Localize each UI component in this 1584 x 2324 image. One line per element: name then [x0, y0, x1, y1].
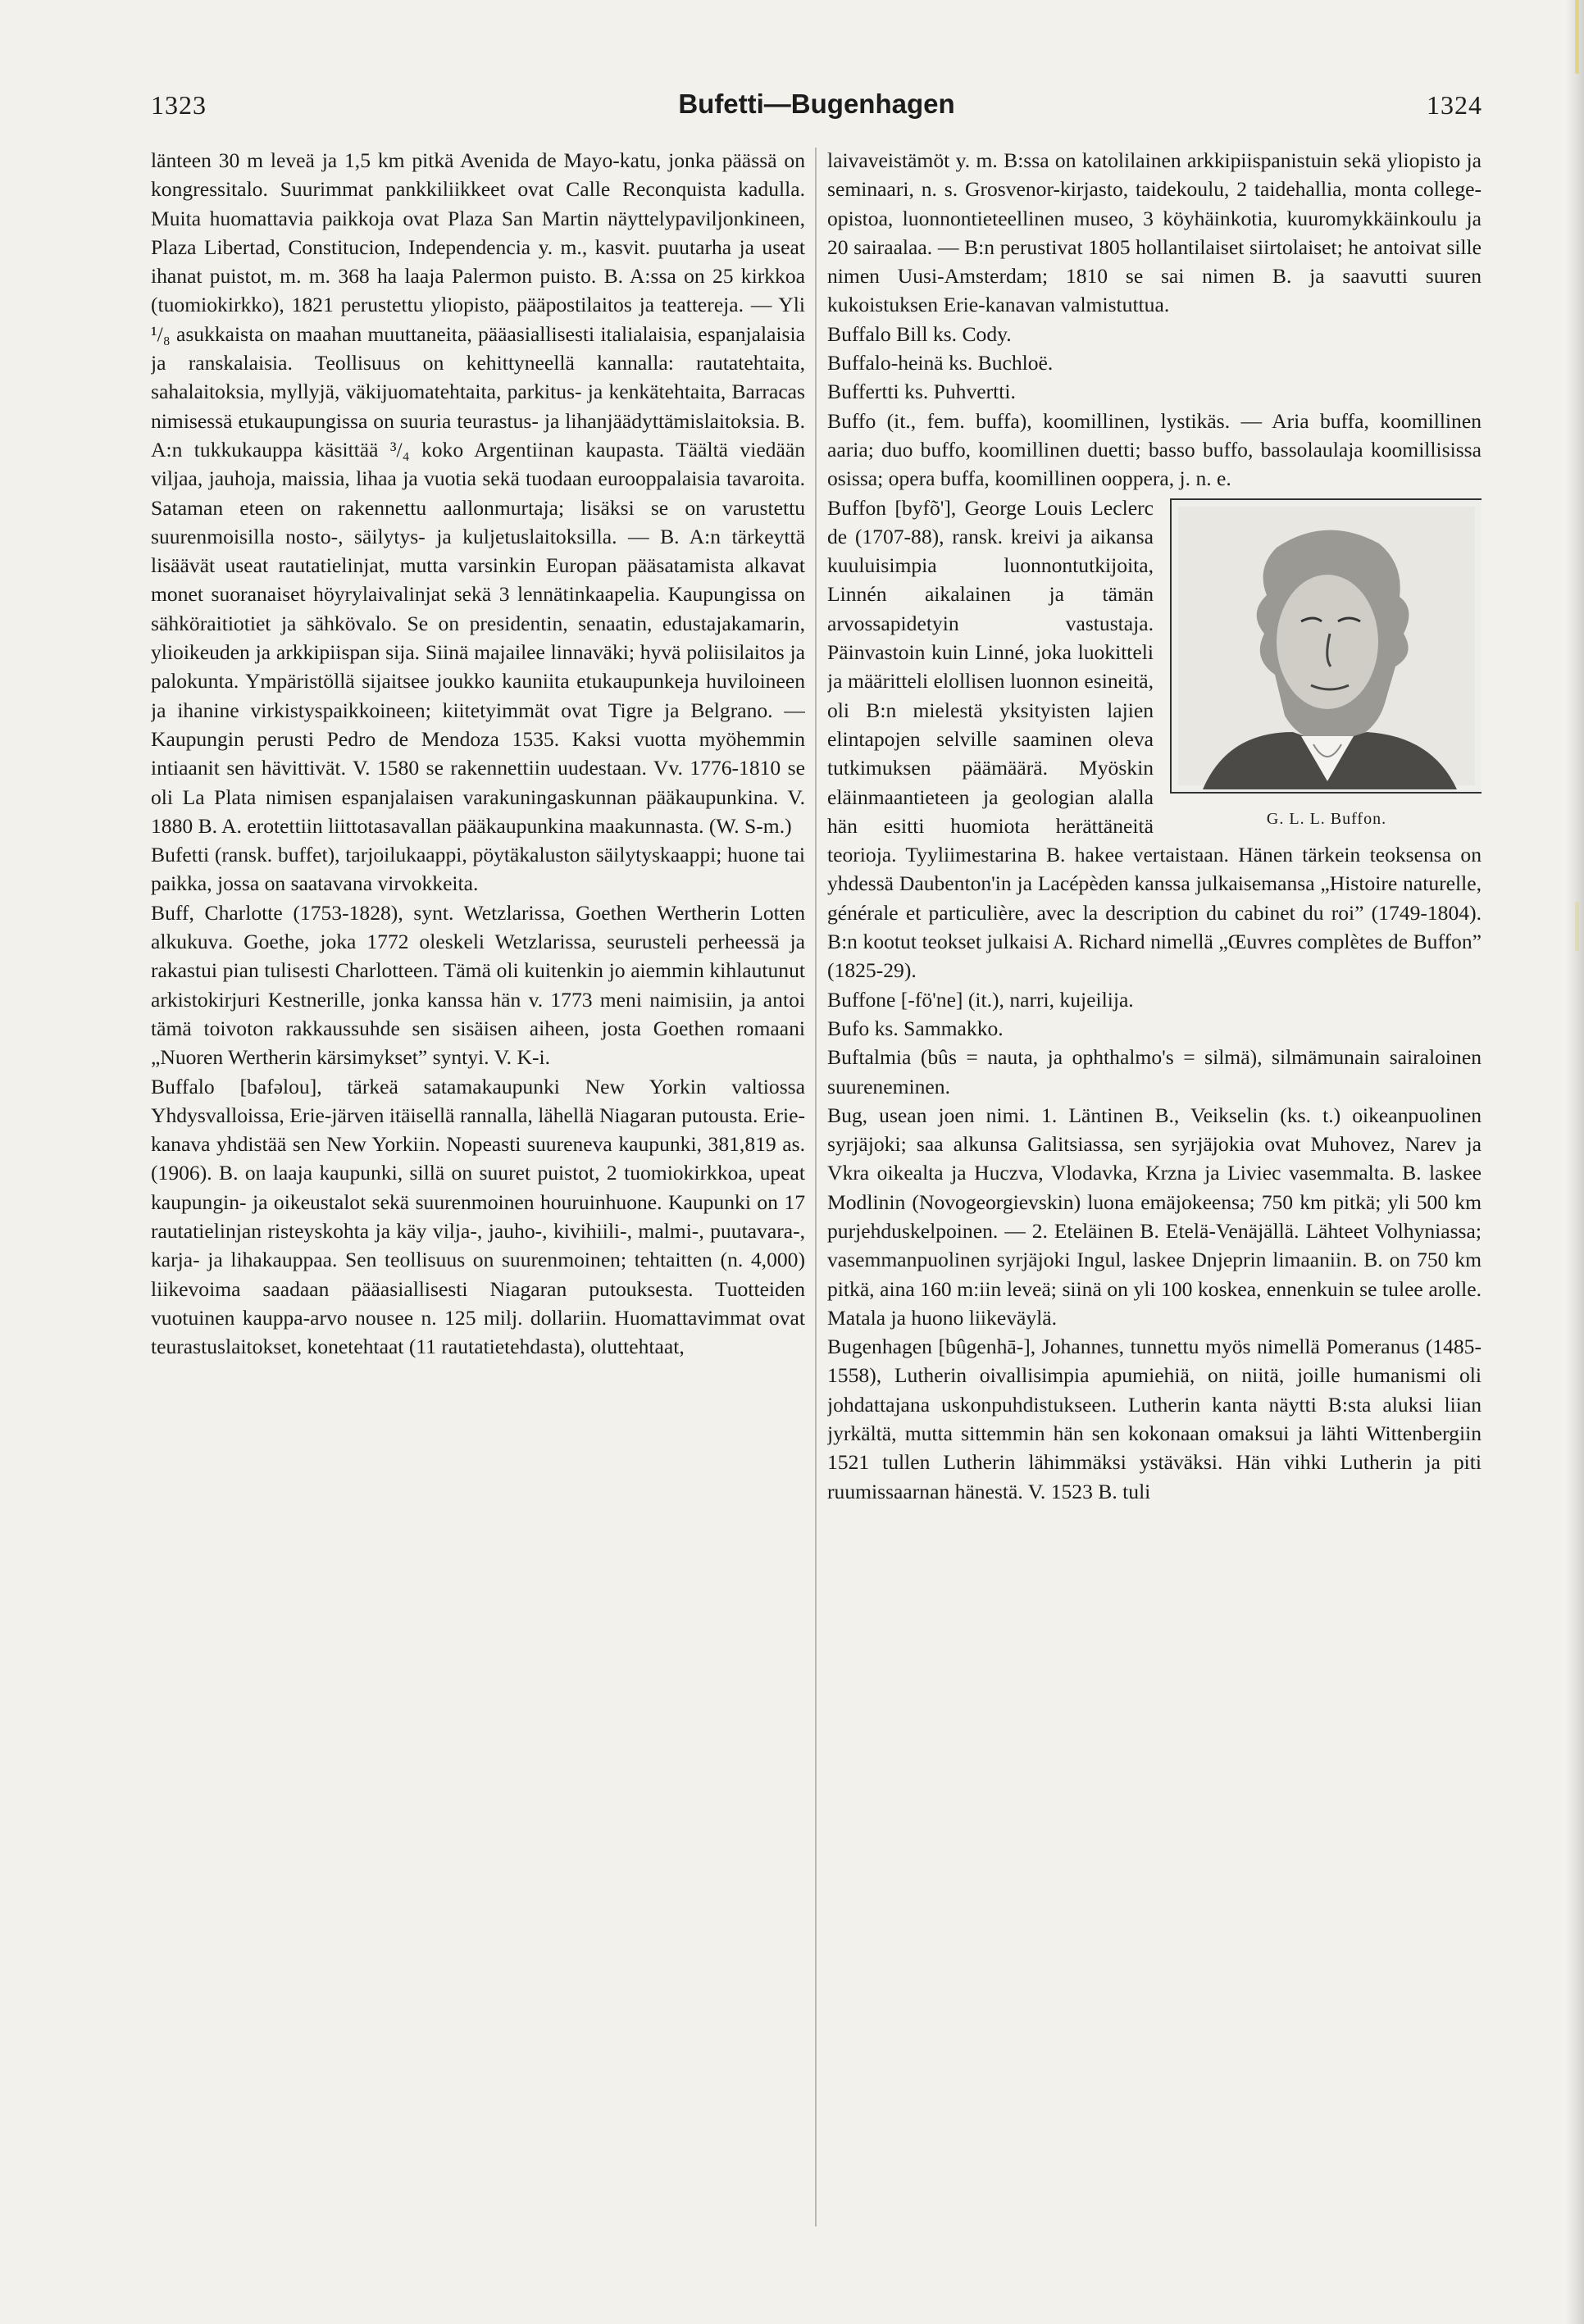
- right-column: [827, 146, 1482, 2244]
- entry-buftalmia: Buftalmia (bûs = nauta, ja ophthalmo's = silmä), silmämunain sairaloinen suureneminen.: [827, 1045, 1482, 1098]
- left-column: [151, 146, 805, 2244]
- entry-bufo: Bufo ks. Sammakko.: [827, 1016, 1004, 1040]
- entry-bufetti: Bufetti (ransk. buffet), tarjoilukaappi, pöytäkaluston säilytyskaappi; huone tai paikka, jossa on saatavana virvokkeita.: [151, 843, 805, 896]
- running-title: Bufetti—Bugenhagen: [678, 89, 955, 119]
- buenos-aires-continuation: länteen 30 m leveä ja 1,5 km pitkä Avenida de Mayo-katu, jonka päässä on kongressitalo. Suurimmat pankkiliikkeet ovat Calle Reconquista kadulla. Muita huomattavia paikkoja ovat Plaza San Martin näyttelypaviljonkineen, Plaza Libertad, Constitucion, Independencia y. m., kasvit. puutarha ja useat ihanat puistot, m. m. 368 ha laaja Palermon puisto. B. A:ssa on 25 kirkkoa (tuomiokirkko), 1821 perustettu yliopisto, pääpostilaitos ja teattereja. — Yli ¹/₈ asukkaista on maahan muuttaneita, pääasiallisesti italialaisia, espanjalaisia ja ranskalaisia. Teollisuus on kehittyneellä kannalla: rautatehtaita, sahalaitoksia, myllyjä, väkijuomatehtaita, parkitus- ja kenkätehtaita, Barracas nimisessä etukaupungissa on suuria teurastus- ja lihanjäädyttämislaitoksia. B. A:n tukkukauppa käsittää ³/₄ koko Argentiinan kaupasta. Täältä viedään viljaa, jauhoja, maissia, lihaa ja vuotia sekä tuodaan eurooppalaisia tavaroita. Sataman eteen on rakennettu aallonmurtaja; lisäksi se on varustettu suurenmoisilla nosto-, säilytys- ja kuljetuslaitoksilla. — B. A:n tärkeyttä lisäävät useat rautatielinjat, mutta varsinkin Europan pääsatamista alkavat monet suoranaiset höyrylaivalinjat sekä 3 lennätinkaapelia. Kaupungissa on sähköraitiotiet ja sähkövalo. Se on presidentin, senaatin, edustajakamarin, ylioikeuden ja arkkipiispan sija. Siinä majailee linnaväki; hyvä poliisilaitos ja palokunta. Ympäristöllä sijaitsee joukko kauniita etukaupunkeja huviloineen ja ihanine virkistyspaikkoineen; kiitetyimmät ovat Tigre ja Belgrano. — Kaupungin perusti Pedro de Mendoza 1535. Kaksi vuotta myöhemmin intiaanit sen hävittivät. V. 1580 se rakennettiin uudestaan. Vv. 1776-1810 se oli La Plata nimisen espanjalaisen varakuningaskunnan pääkaupunkina. V. 1880 B. A. erotettiin liittotasavallan pääkaupunkina maakunnasta. (W. S-m.): [151, 148, 805, 838]
- entry-buffone: Buffone [-fö'ne] (it.), narri, kujeilija.: [827, 987, 1134, 1012]
- entry-buffertti: Buffertti ks. Puhvertti.: [827, 380, 1016, 404]
- page-edge-shadow: [1566, 0, 1584, 2324]
- entry-buffalo-bill: Buffalo Bill ks. Cody.: [827, 321, 1012, 346]
- entry-bugenhagen: Bugenhagen [bûgenhā-], Johannes, tunnettu myös nimellä Pomeranus (1485-1558), Lutherin oivallisimpia apumiehiä, on niitä, joille humanismi oli johdattajana uskonpuhdistukseen. Lutherin kanta näytti B:sta aluksi liian jyrkältä, mutta sittemmin hän sen kokonaan omaksui ja lähti Wittenbergiin 1521 tullen Lutherin lähimmäksi ystäväksi. Hän vihki Lutherin ja piti ruumissaarnan hänestä. V. 1523 B. tuli: [827, 1335, 1482, 1503]
- entry-buffo: Buffo (it., fem. buffa), koomillinen, lystikäs. — Aria buffa, koomillinen aaria; duo buffo, koomillinen duetti; basso buffo, bassolaulaja koomillisissa osissa; opera buffa, koomillinen ooppera, j. n. e.: [827, 408, 1482, 491]
- entry-buff-charlotte: Buff, Charlotte (1753-1828), synt. Wetzlarissa, Goethen Wertherin Lotten alkukuva. Goethe, joka 1772 oleskeli Wetzlarissa, seurusteli perheessä ja rakastui pian tulisesti Charlotteen. Tämä oli kuitenkin jo aiemmin kihlautunut arkistokirjuri Kestnerille, jonka kanssa hän v. 1773 meni naimisiin, ja antoi tämä toivoton rakkaussuhde sen sisäisen aiheen, josta Goethen romaani „Nuoren Wertherin kärsimykset” syntyi. V. K-i.: [151, 900, 805, 1070]
- entry-buffon: Buffon [byfõ'], George Louis Leclerc de (1707-88), ransk. kreivi ja aikansa kuuluisimpia luonnontutkijoita, Linnén aikalainen ja tämän arvossapidetyin vastustaja. Päinvastoin kuin Linné, joka luokitteli ja määritteli elollisen luonnon esineitä, oli B:n mielestä yksityisten lajien elintapojen selville saaminen oleva tutkimuksen päämäärä. Myöskin eläinmaantieteen ja geologian alalla hän esitti huomiota herättäneitä teorioja. Tyyliimestarina B. hakee vertaistaan. Hänen tärkein teoksensa on yhdessä Daubenton'in ja Lacépèden kanssa julkaisemansa „Histoire naturelle, générale et particulière, avec la description du cabinet du roi” (1749-1804). B:n kootut teokset julkaisi A. Richard nimellä „Œuvres complètes de Buffon” (1825-29).: [827, 495, 1482, 983]
- buffalo-continuation: laivaveistämöt y. m. B:ssa on katolilainen arkkipiispanistuin sekä yliopisto ja seminaari, n. s. Grosvenor-kirjasto, taidekoulu, 2 taidehallia, monta college-opistoa, luonnontieteellinen museo, 3 köyhäinkotia, kuuromykkäinkoulu ja 20 sairaalaa. — B:n perustivat 1805 hollantilaiset siirtolaiset; he antoivat sille nimen Uusi-Amsterdam; 1810 se sai nimen B. ja saavutti suuren kukoistuksen Erie-kanavan valmistuttua.: [827, 148, 1482, 317]
- buffon-portrait-image: [1170, 498, 1482, 794]
- entry-buffalo-heina: Buffalo-heinä ks. Buchloë.: [827, 351, 1054, 375]
- page-edge-mark: [1575, 0, 1579, 74]
- buffon-portrait-figure: [1170, 498, 1482, 828]
- entry-buffalo: Buffalo [bafəlou], tärkeä satamakaupunki New Yorkin valtiossa Yhdysvalloissa, Erie-järven itäisellä rannalla, lähellä Niagaran putousta. Erie-kanava yhdistää sen New Yorkiin. Nopeasti suureneva kaupunki, 381,819 as. (1906). B. on laaja kaupunki, sillä on suuret puistot, 2 tuomiokirkkoa, upeat kaupungin- ja oikeustalot sekä suurenmoinen houruinhuone. Kaupunki on 17 rautatielinjan risteyskohta ja käy vilja-, jauho-, kivihiili-, malmi-, puutavara-, karja- ja lihakauppaa. Sen teollisuus on suurenmoinen; tehtaitten (n. 4,000) liikevoima saadaan pääasiallisesti Niagaran putouksesta. Tuotteiden vuotuinen kauppa-arvo nousee n. 125 milj. dollariin. Huomattavimmat ovat teurastuslaitokset, konetehtaat (11 rautatietehdasta), oluttehtaat,: [151, 1074, 805, 1359]
- right-page-number: 1324: [1427, 90, 1482, 120]
- entry-bug: Bug, usean joen nimi. 1. Läntinen B., Veikselin (ks. t.) oikeanpuolinen syrjäjoki; saa alkunsa Galitsiassa, sen syrjäjokia ovat Muhovez, Narev ja Vkra oikealta ja Huczva, Vlodavka, Krzna ja Liviec vasemmalta. B. laskee Modlinin (Novogeorgievskin) luona emäjokeensa; 750 km pitkä; yli 500 km purjehduskelpoinen. — 2. Eteläinen B. Etelä-Venäjällä. Lähteet Volhyniassa; vasemmanpuolinen syrjäjoki Ingul, laskee Dnjeprin limaaniin. B. on 750 km pitkä, aina 160 m:iin leveä; siinä on yli 100 koskea, ennenkuin se tulee arolle. Matala ja huono liikeväylä.: [827, 1103, 1482, 1330]
- page-edge-mark: [1575, 902, 1579, 951]
- figure-caption: G. L. L. Buffon.: [1266, 809, 1387, 828]
- left-page-number: 1323: [151, 90, 207, 120]
- running-header: [151, 89, 1482, 126]
- column-divider: [815, 148, 817, 2226]
